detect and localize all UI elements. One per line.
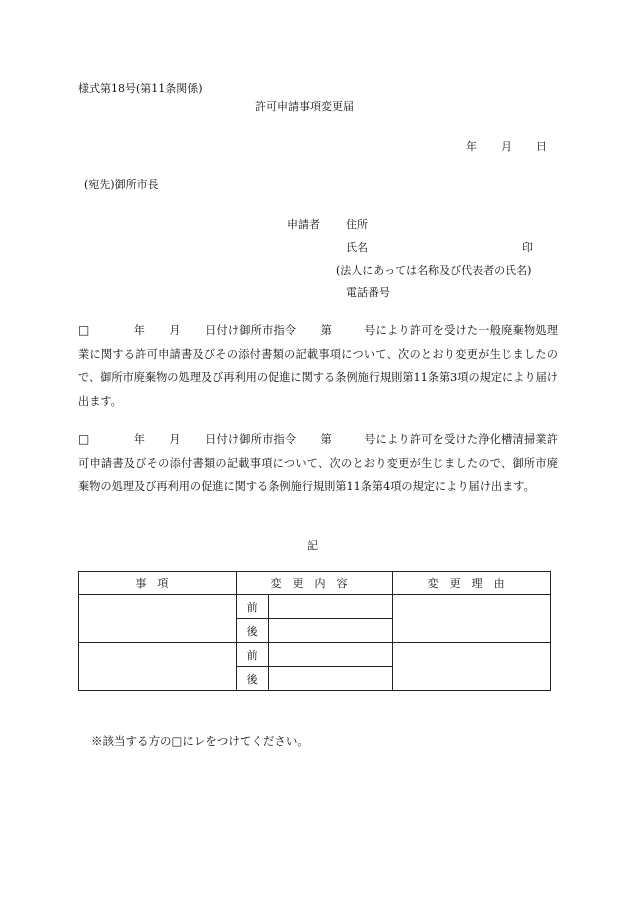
ki-heading: 記	[307, 539, 318, 552]
after-label-1: 後	[236, 619, 268, 643]
table-header-row	[79, 572, 551, 595]
item-cell-1[interactable]	[79, 595, 237, 643]
option-1-text-b: 号により許可を受けた一般廃棄物処理業に関する許可申請書及びその添付書類の記載事項について、次のとおり変更が生じましたので、御所市廃棄物の処理及び再利用の促進に関する条例施行規則第11条第3項の規定により届け出ます。	[78, 324, 558, 408]
option-1-text-a: 日付け御所市指令	[204, 324, 297, 337]
item-cell-2[interactable]	[79, 643, 237, 691]
address-label: 住所	[346, 218, 368, 231]
option-1-dai: 第	[320, 324, 332, 337]
table-row	[79, 643, 551, 667]
option-2-month: 月	[169, 433, 181, 446]
option-2-year: 年	[133, 433, 146, 446]
before-label-2: 前	[236, 643, 268, 667]
before-value-1[interactable]	[268, 595, 393, 619]
table-row	[79, 595, 551, 619]
corporate-note: (法人にあっては名称及び代表者の氏名)	[336, 264, 532, 277]
after-value-2[interactable]	[268, 667, 393, 691]
option-paragraph-2	[78, 428, 558, 499]
after-value-1[interactable]	[268, 619, 393, 643]
header-change-content: 変更内容	[236, 572, 393, 595]
date-year: 年	[466, 140, 477, 153]
form-number: 様式第18号(第11条関係)	[78, 82, 203, 95]
footnote: ※該当する方の□にレをつけてください。	[91, 734, 309, 748]
option-2-text-b: 号により許可を受けた浄化槽清掃業許可申請書及びその添付書類の記載事項について、次のとおり変更が生じましたので、御所市廃棄物の処理及び再利用の促進に関する条例施行規則第11条第4項の規定により届け出ます。	[78, 433, 558, 493]
date-month: 月	[501, 140, 512, 153]
option-paragraph-1	[78, 319, 558, 413]
reason-cell-1[interactable]	[393, 595, 551, 643]
after-label-2: 後	[236, 667, 268, 691]
option-2-dai: 第	[320, 433, 332, 446]
header-item: 事項	[79, 572, 237, 595]
option-1-year: 年	[133, 324, 146, 337]
applicant-role-label: 申請者	[287, 218, 320, 231]
form-title: 許可申請事項変更届	[255, 100, 354, 113]
reason-cell-2[interactable]	[393, 643, 551, 691]
before-value-2[interactable]	[268, 643, 393, 667]
addressee: (宛先)御所市長	[84, 178, 159, 191]
before-label-1: 前	[236, 595, 268, 619]
option-2-text-a: 日付け御所市指令	[204, 433, 297, 446]
change-table	[78, 571, 551, 691]
option-1-month: 月	[169, 324, 181, 337]
date-day: 日	[536, 140, 547, 153]
seal-label: 印	[522, 241, 533, 254]
phone-label: 電話番号	[346, 286, 390, 299]
checkbox-option-1[interactable]: □	[78, 323, 90, 337]
name-label: 氏名	[346, 241, 368, 254]
checkbox-option-2[interactable]: □	[78, 432, 90, 446]
header-change-reason: 変更理由	[393, 572, 551, 595]
